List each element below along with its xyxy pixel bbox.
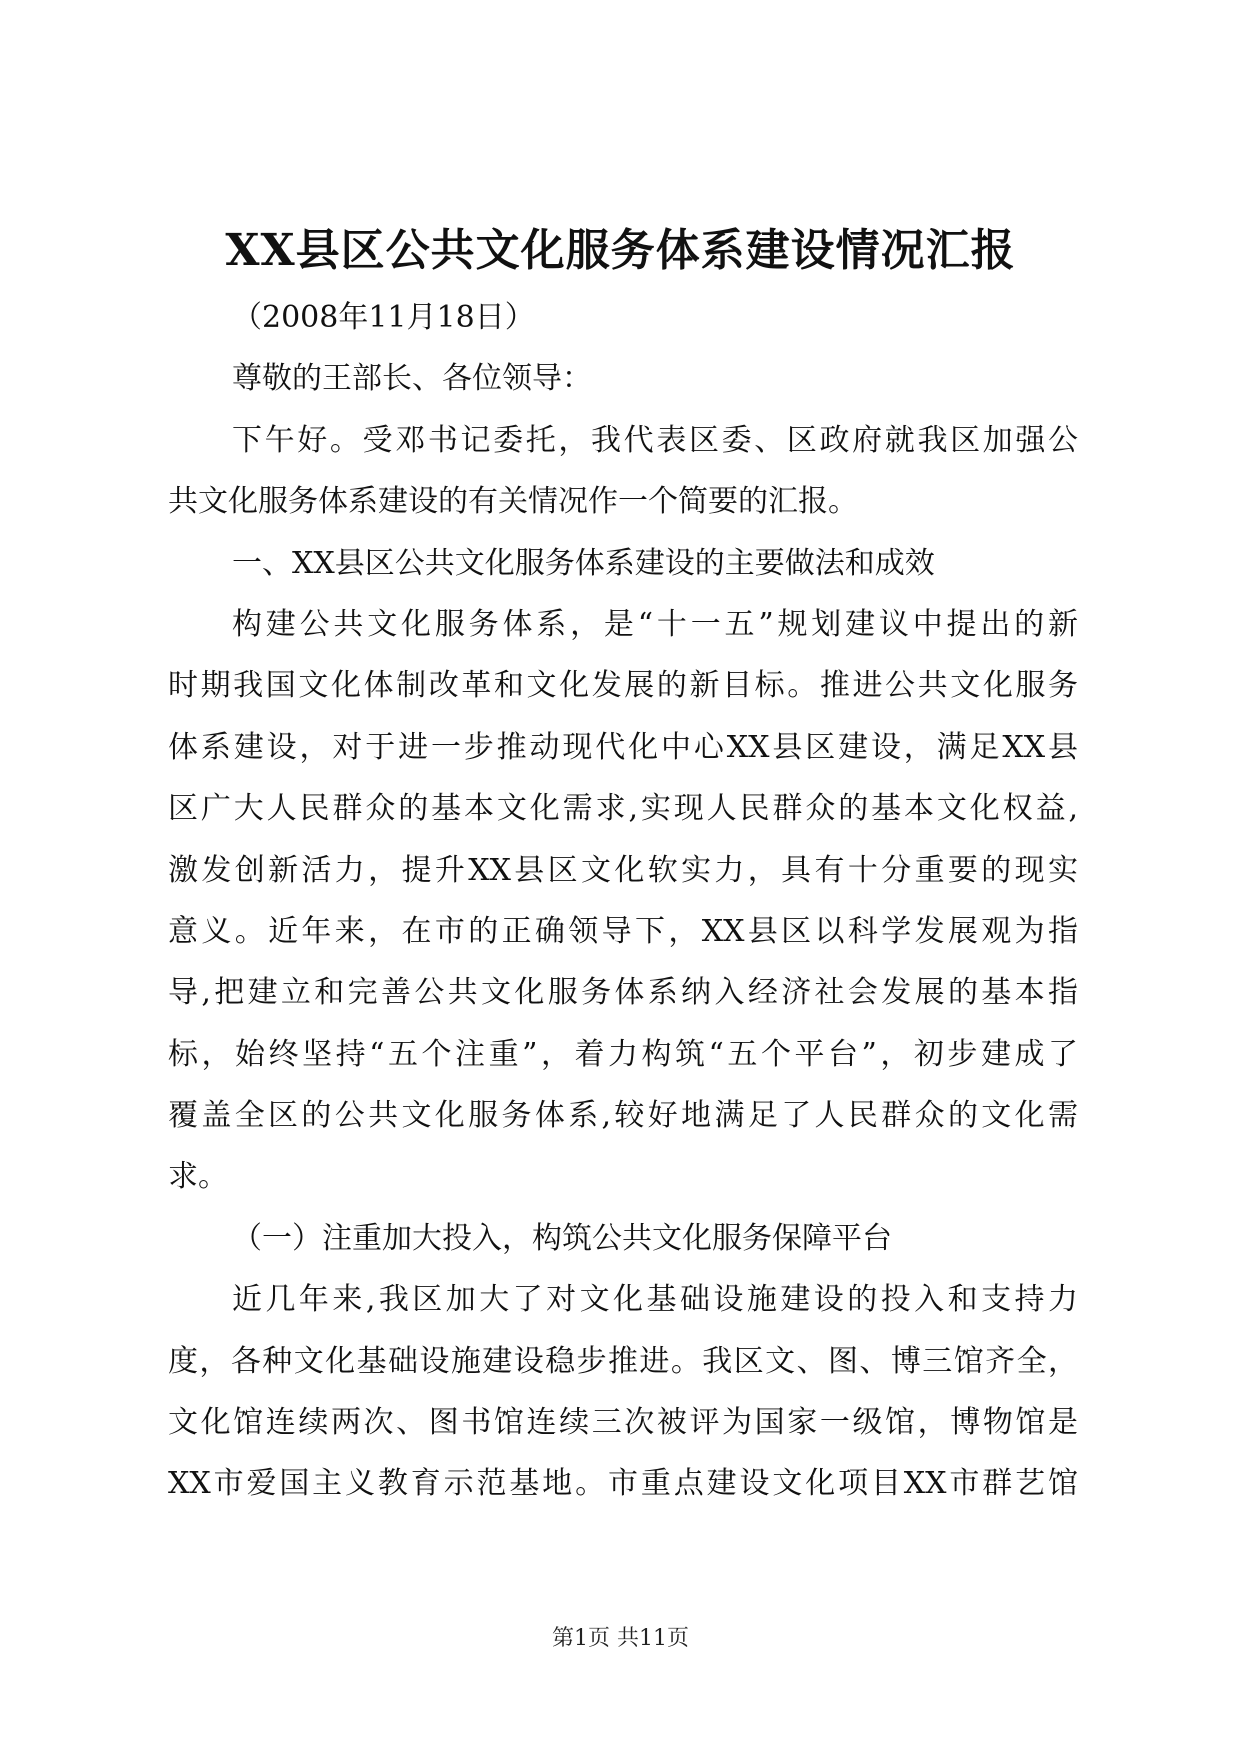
body-line: 近几年来,我区加大了对文化基础设施建设的投入和支持力 — [232, 1282, 1078, 1318]
body-line: 覆盖全区的公共文化服务体系,较好地满足了人民群众的文化需 — [168, 1098, 1078, 1134]
body-line: 下午好。受邓书记委托，我代表区委、区政府就我区加强公 — [232, 422, 1078, 458]
body-line: 共文化服务体系建设的有关情况作一个简要的汇报。 — [168, 484, 858, 520]
body-line: 求。 — [168, 1159, 228, 1195]
page-footer: 第1页 共11页 — [552, 1626, 689, 1651]
body-line: 一、XX县区公共文化服务体系建设的主要做法和成效 — [232, 545, 935, 581]
body-line: （一）注重加大投入，构筑公共文化服务保障平台 — [232, 1220, 892, 1256]
document-title: XX县区公共文化服务体系建设情况汇报 — [225, 225, 1016, 276]
body-line: 区广大人民群众的基本文化需求,实现人民群众的基本文化权益, — [168, 791, 1078, 827]
body-line: 度，各种文化基础设施建设稳步推进。我区文、图、博三馆齐全， — [168, 1343, 1078, 1379]
body-line: 激发创新活力，提升XX县区文化软实力，具有十分重要的现实 — [168, 852, 1078, 888]
body-line: 尊敬的王部长、各位领导： — [232, 361, 592, 397]
body-line: XX市爱国主义教育示范基地。市重点建设文化项目XX市群艺馆 — [168, 1466, 1078, 1502]
body-line: 意义。近年来，在市的正确领导下，XX县区以科学发展观为指 — [168, 913, 1078, 949]
body-line: 时期我国文化体制改革和文化发展的新目标。推进公共文化服务 — [168, 668, 1078, 704]
body-line: （2008年11月18日） — [232, 300, 535, 335]
body-line: 标，始终坚持“五个注重”，着力构筑“五个平台”，初步建成了 — [168, 1036, 1078, 1072]
body-line: 文化馆连续两次、图书馆连续三次被评为国家一级馆，博物馆是 — [168, 1405, 1078, 1441]
body-line: 导,把建立和完善公共文化服务体系纳入经济社会发展的基本指 — [168, 975, 1078, 1011]
body-line: 构建公共文化服务体系，是“十一五”规划建议中提出的新 — [232, 606, 1078, 642]
body-line: 体系建设，对于进一步推动现代化中心XX县区建设，满足XX县 — [168, 729, 1078, 765]
document-body — [168, 287, 1078, 1515]
